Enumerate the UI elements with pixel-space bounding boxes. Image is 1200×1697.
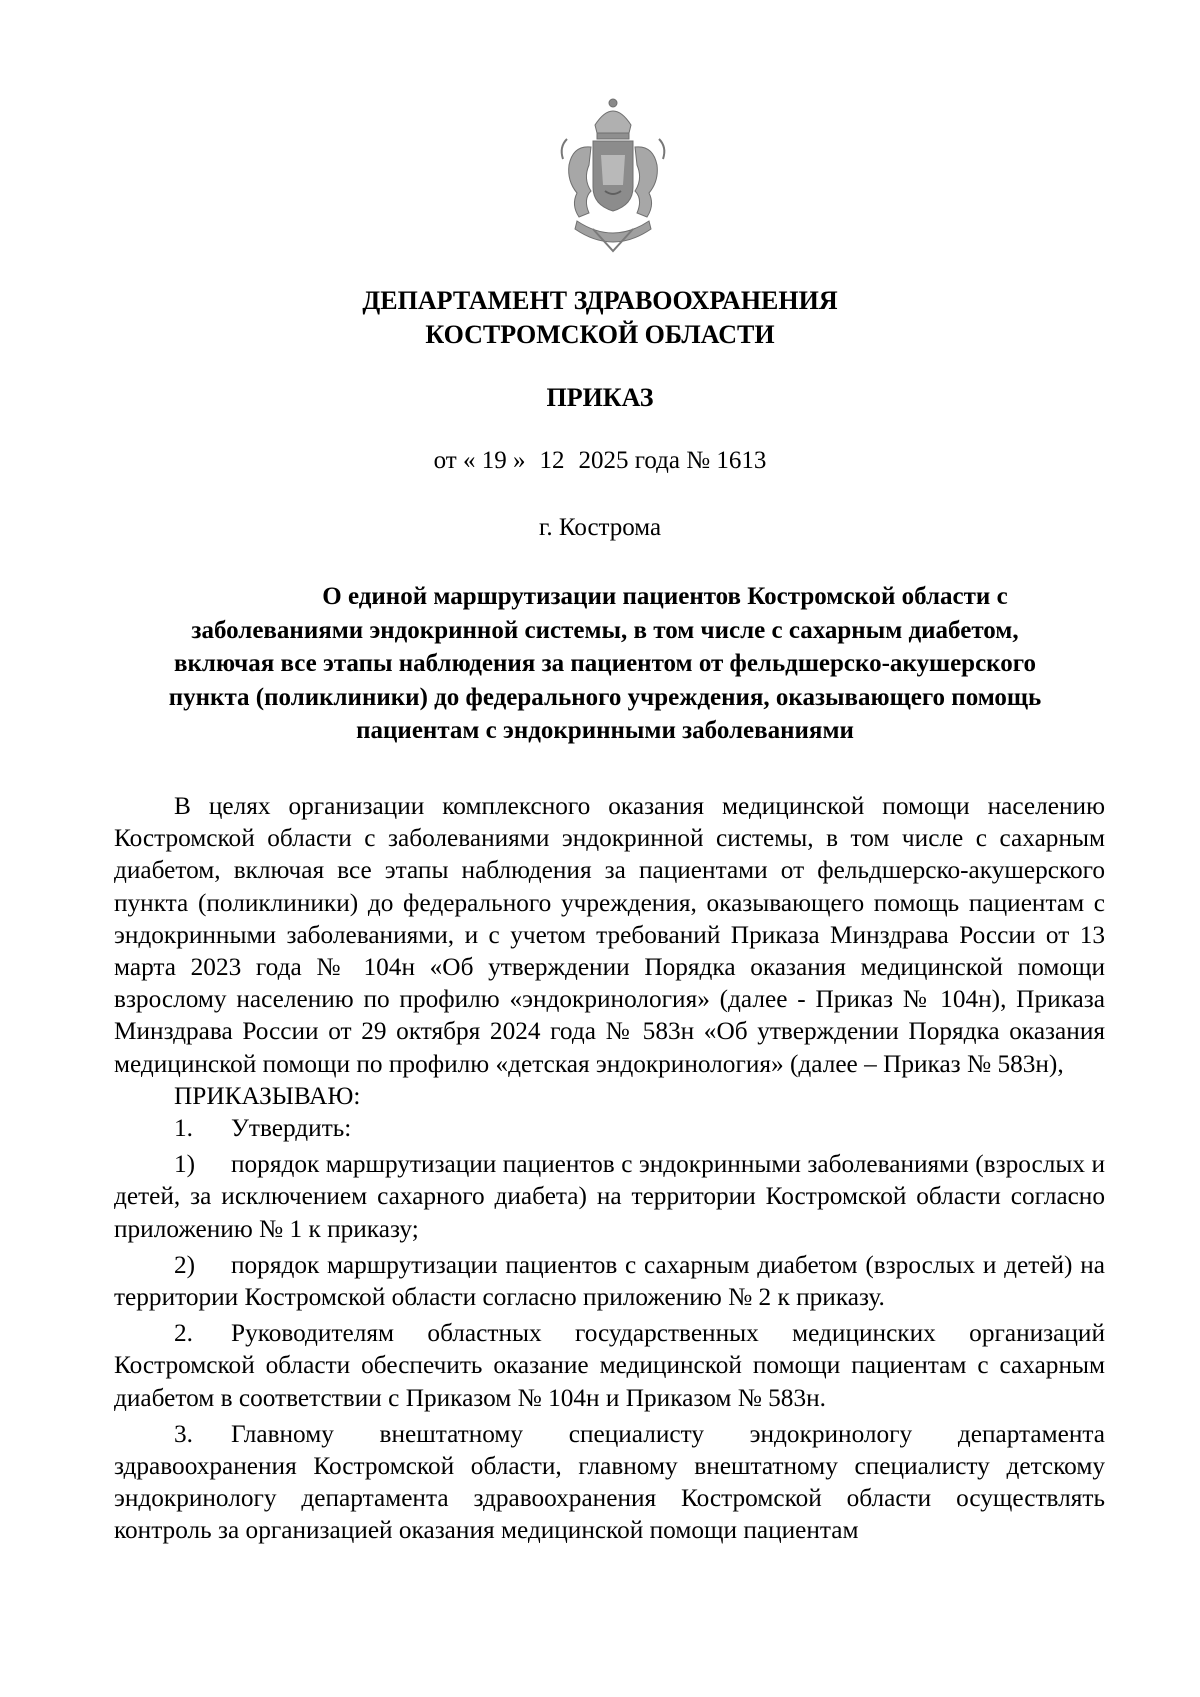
- orders-word: ПРИКАЗЫВАЮ:: [174, 1081, 361, 1110]
- list-item: [114, 1112, 1105, 1144]
- list-item: [114, 1148, 1105, 1245]
- order-date-line: [0, 447, 1200, 475]
- department-heading-line1: ДЕПАРТАМЕНТ ЗДРАВООХРАНЕНИЯ: [362, 286, 838, 315]
- item-number: 3.: [174, 1419, 193, 1448]
- order-body: [114, 790, 1105, 1547]
- city-line: г. Кострома: [538, 514, 662, 541]
- title-line: пациентам с эндокринными заболеваниями: [356, 717, 854, 744]
- list-item: [114, 1249, 1105, 1313]
- date-prefix: от « 19 »: [433, 447, 526, 474]
- item-number: 1): [174, 1150, 196, 1179]
- item-number: 2.: [174, 1319, 193, 1348]
- date-year-number: 2025 года № 1613: [578, 447, 767, 474]
- order-title: [130, 580, 1080, 748]
- item-text: порядок маршрутизации пациентов с эндокринными заболеваниями (взрослых и детей, за исключением сахарного диабета) на территории Костромской области согласно приложению № 1 к приказу;: [114, 1150, 1105, 1243]
- item-text: Главному внештатному специалисту эндокринологу департамента здравоохранения Костромской области, главному внештатному специалисту детскому эндокринологу департамента здравоохранения Костромской области осуществлять контроль за организацией оказания медицинской помощи пациентам: [114, 1419, 1105, 1545]
- coat-of-arms-emblem: [553, 95, 673, 255]
- list-item: [114, 1317, 1105, 1414]
- preamble-paragraph: В целях организации комплексного оказания медицинской помощи населению Костромской области с заболеваниями эндокринной системы, в том числе с сахарным диабетом, включая все этапы наблюдения за пациентами от фельдшерско-акушерского пункта (поликлиники) до федерального учреждения, оказывающего помощь пациентам с эндокринными заболеваниями, и с учетом требований Приказа Минздрава России от 13 марта 2023 года № 104н «Об утверждении Порядка оказания медицинской помощи взрослому населению по профилю «эндокринология» (далее - Приказ № 104н), Приказа Минздрава России от 29 октября 2024 года № 583н «Об утверждении Порядка оказания медицинской помощи по профилю «детская эндокринология» (далее – Приказ № 583н),: [114, 792, 1105, 1078]
- item-text: Руководителям областных государственных медицинских организаций Костромской области обеспечить оказание медицинской помощи пациентам с сахарным диабетом в соответствии с Приказом № 104н и Приказом № 583н.: [114, 1319, 1105, 1412]
- item-number: 2): [174, 1250, 196, 1279]
- department-heading: [0, 284, 1200, 352]
- title-line: пункта (поликлиники) до федерального учреждения, оказывающего помощь: [168, 683, 1042, 711]
- item-text: Утвердить:: [231, 1114, 352, 1143]
- department-heading-line2: КОСТРОМСКОЙ ОБЛАСТИ: [425, 320, 775, 349]
- list-item: [114, 1418, 1105, 1547]
- title-line: заболеваниями эндокринной системы, в том числе с сахарным диабетом,: [191, 616, 1019, 644]
- order-word: ПРИКАЗ: [546, 383, 654, 412]
- title-line: О единой маршрутизации пациентов Костромской области с: [322, 583, 1008, 610]
- item-number: 1.: [174, 1114, 193, 1143]
- date-month: 12: [539, 447, 565, 474]
- item-text: порядок маршрутизации пациентов с сахарным диабетом (взрослых и детей) на территории Костромской области согласно приложению № 2 к приказу.: [114, 1250, 1105, 1312]
- title-line: включая все этапы наблюдения за пациентом от фельдшерско-акушерского: [174, 650, 1036, 677]
